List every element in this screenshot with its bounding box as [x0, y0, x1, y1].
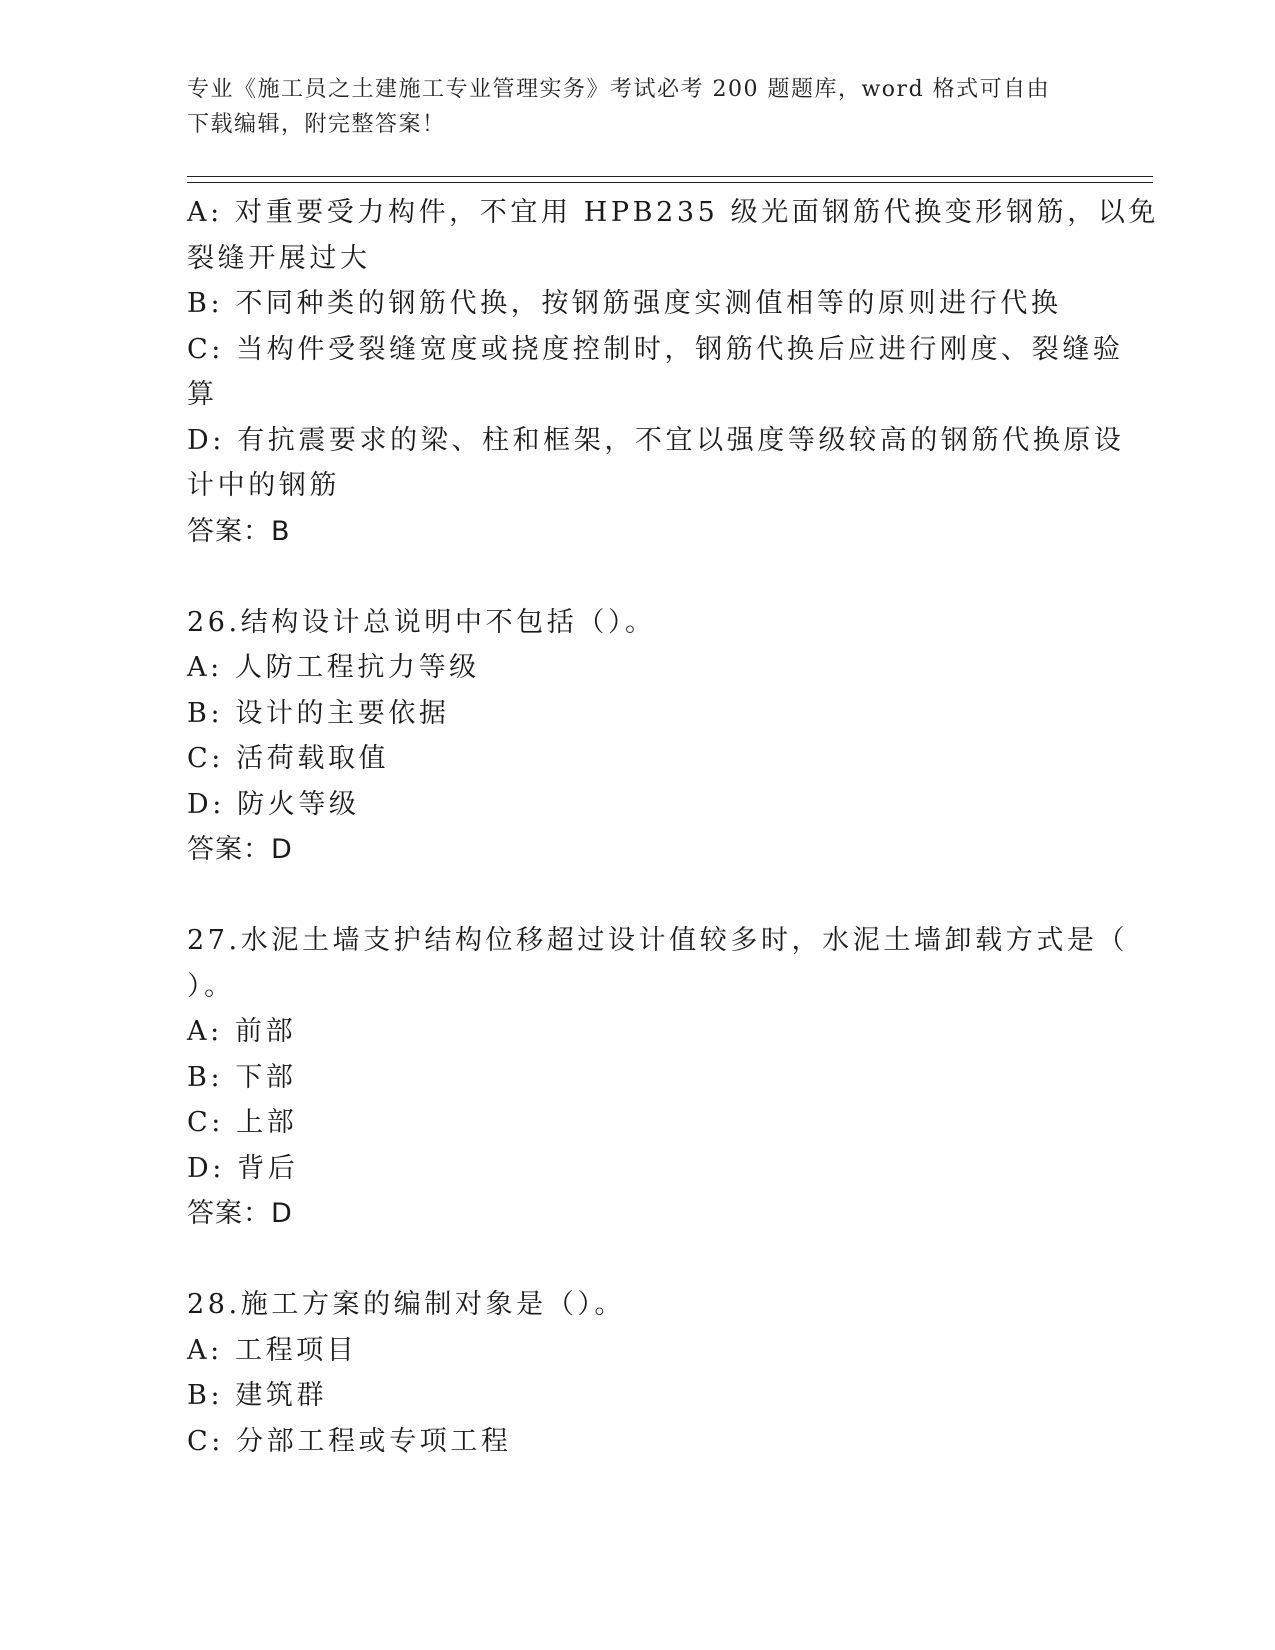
spacer — [187, 554, 1077, 600]
option-d-continued: 计中的钢筋 — [187, 470, 340, 501]
option-c: C: 分部工程或专项工程 — [187, 1425, 512, 1457]
option-b: B: 设计的主要依据 — [187, 697, 450, 729]
question-stem: 27.水泥土墙支护结构位移超过设计值较多时，水泥土墙卸载方式是（ — [187, 925, 1129, 956]
answer-label: 答案：D — [187, 834, 293, 865]
option-c-continued: 算 — [187, 379, 218, 410]
option-b: B: 不同种类的钢筋代换，按钢筋强度实测值相等的原则进行代换 — [187, 288, 1062, 319]
header-divider-top — [187, 176, 1153, 177]
answer-label: 答案：D — [187, 1198, 293, 1229]
question-26-block — [187, 600, 1077, 873]
spacer — [187, 1237, 1077, 1283]
option-d: D: 有抗震要求的梁、柱和框架，不宜以强度等级较高的钢筋代换原设 — [187, 424, 1125, 456]
option-a: A: 前部 — [187, 1016, 297, 1047]
option-a-continued: 裂缝开展过大 — [187, 242, 371, 274]
option-d: D: 背后 — [187, 1152, 299, 1184]
question-stem-continued: ）。 — [187, 970, 235, 1002]
header-divider-bottom — [187, 182, 1153, 183]
option-d: D: 防火等级 — [187, 788, 360, 820]
option-b: B: 下部 — [187, 1061, 297, 1093]
question-28-block — [187, 1282, 1077, 1464]
option-c: C: 上部 — [187, 1107, 298, 1138]
option-a: A: 工程项目 — [187, 1334, 358, 1366]
option-c: C: 活荷载取值 — [187, 743, 390, 774]
header-line-2: 下载编辑，附完整答案！ — [187, 112, 446, 137]
question-list — [187, 190, 1160, 1464]
spacer — [187, 873, 1077, 919]
option-a: A: 人防工程抗力等级 — [187, 652, 480, 683]
option-b: B: 建筑群 — [187, 1380, 328, 1411]
answer-label: 答案：B — [187, 515, 291, 547]
option-a: A: 对重要受力构件，不宜用 HPB235 级光面钢筋代换变形钢筋，以免 — [187, 197, 1160, 228]
header-line-1: 专业《施工员之土建施工专业管理实务》考试必考 200 题题库，word 格式可自由 — [187, 77, 1051, 102]
question-27-block — [187, 918, 1129, 1237]
option-c: C: 当构件受裂缝宽度或挠度控制时，钢筋代换后应进行刚度、裂缝验 — [187, 333, 1124, 365]
document-header — [187, 72, 1067, 142]
question-stem: 26.结构设计总说明中不包括（）。 — [187, 606, 656, 638]
question-25-block — [187, 190, 1160, 554]
question-stem: 28.施工方案的编制对象是（）。 — [187, 1289, 626, 1320]
